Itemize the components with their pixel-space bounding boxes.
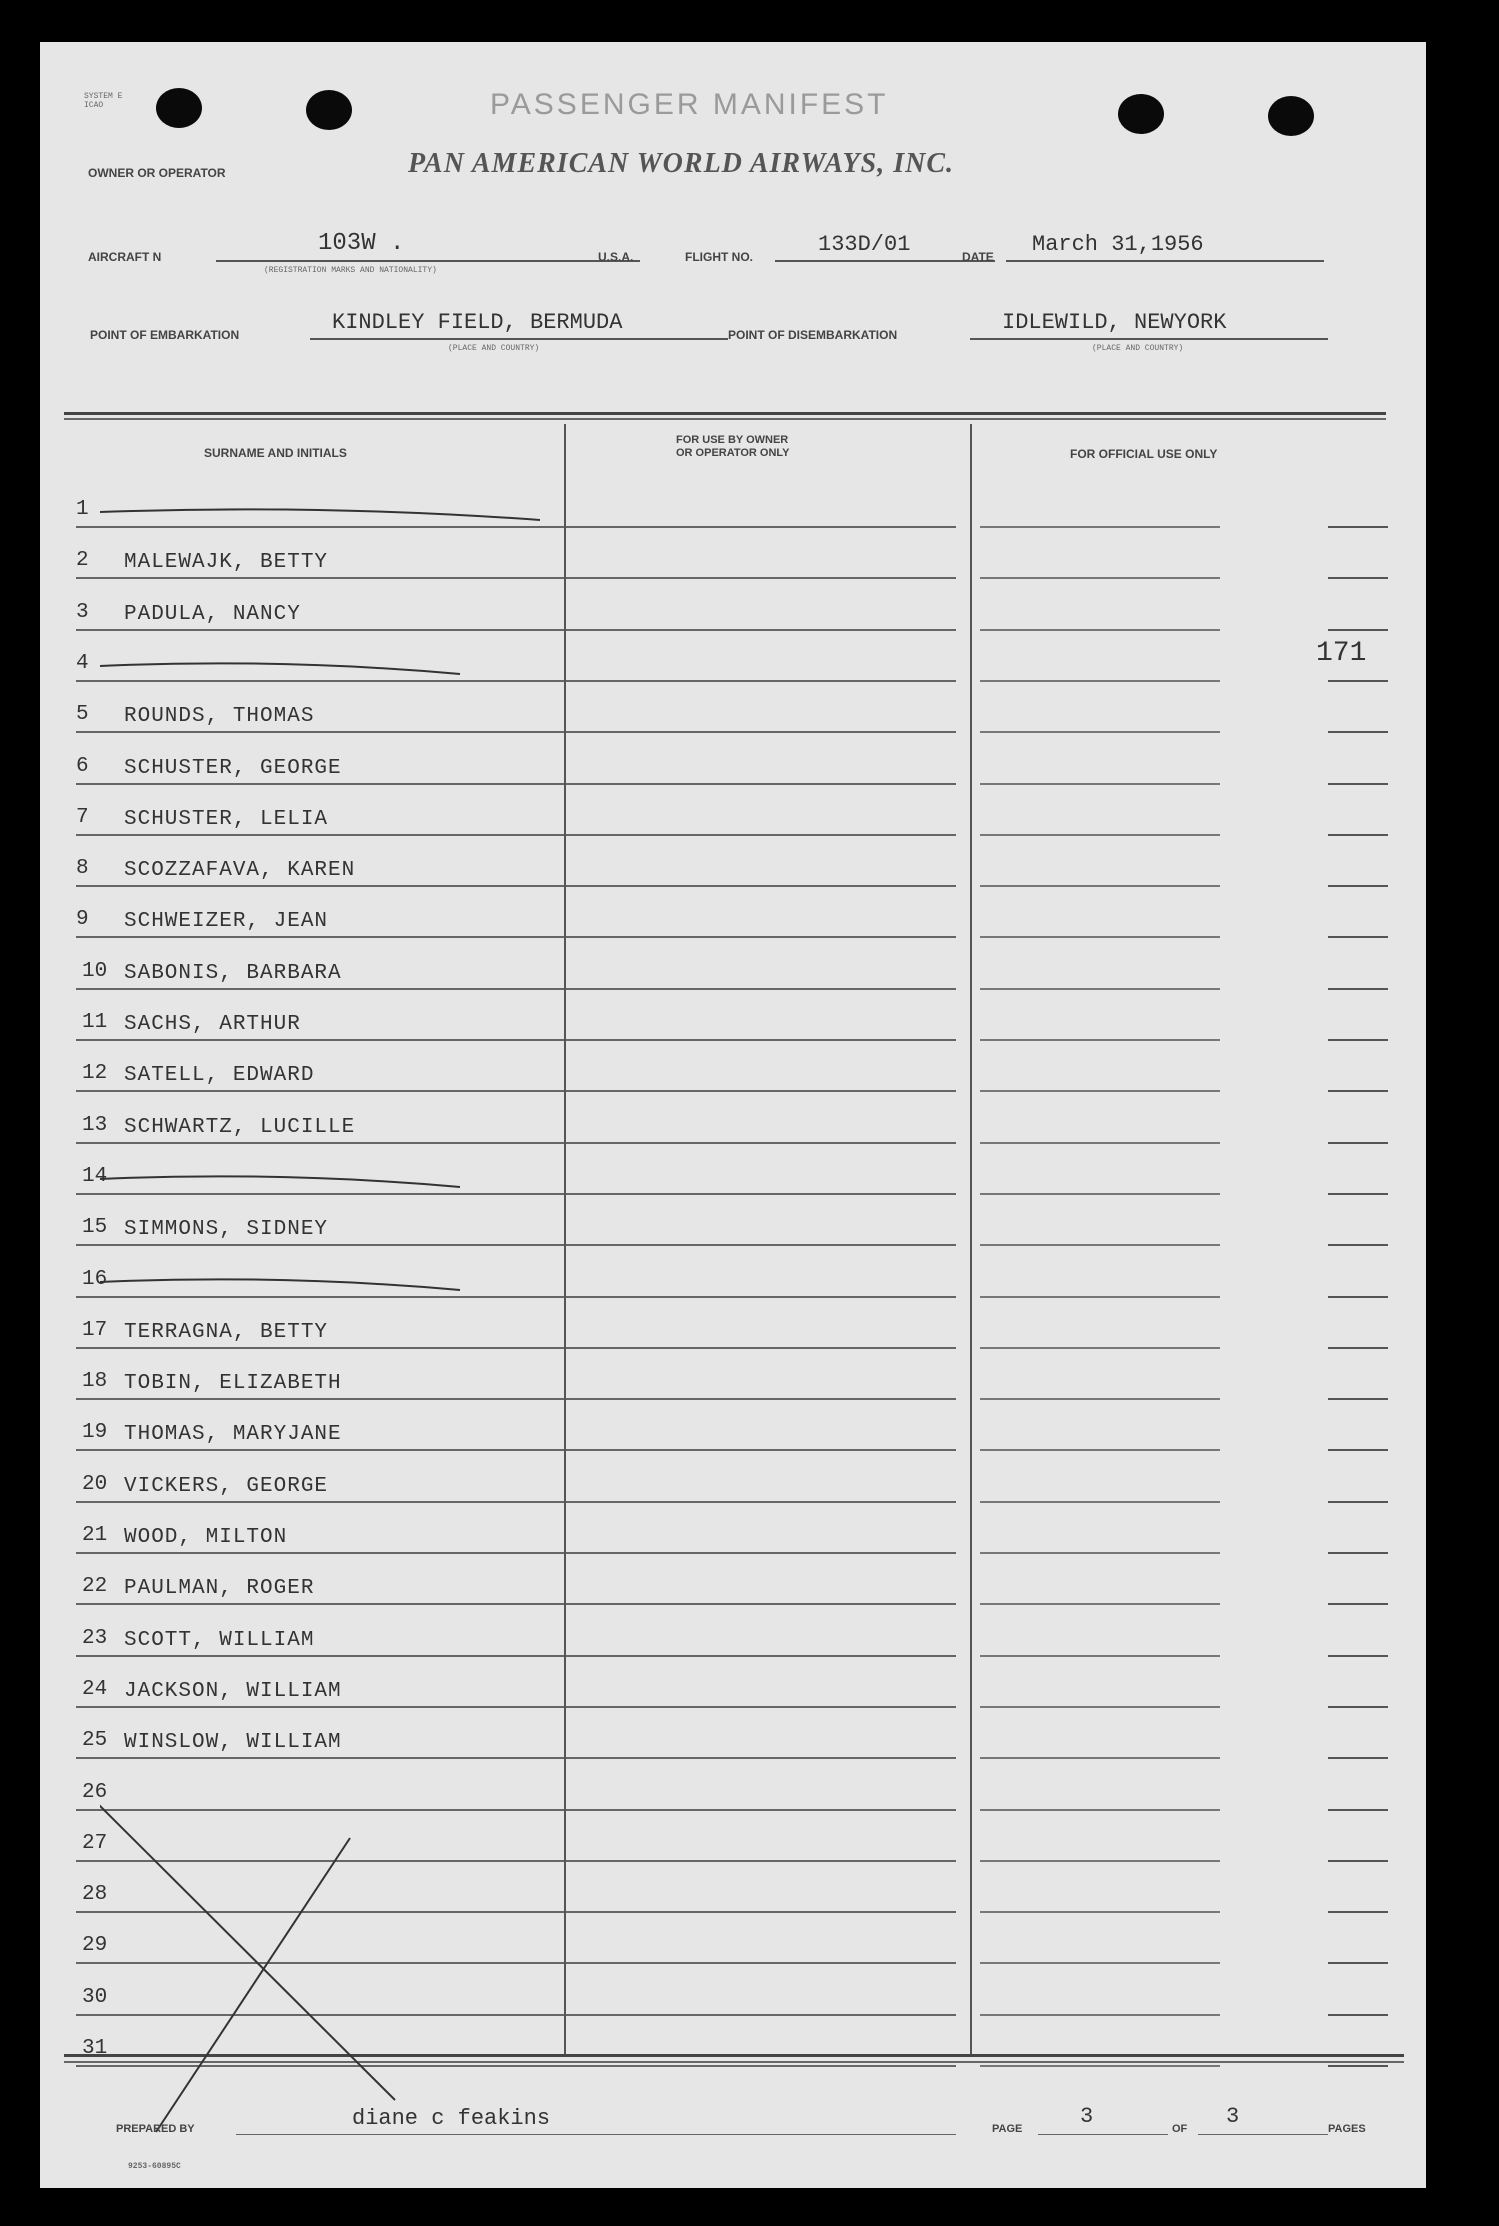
passenger-name: SACHS, ARTHUR	[124, 1013, 301, 1036]
margin-tick	[1328, 577, 1388, 579]
row-number: 25	[82, 1729, 108, 1753]
margin-tick	[1328, 1757, 1388, 1759]
margin-tick	[1328, 783, 1388, 785]
row-number: 11	[82, 1011, 108, 1034]
row-number: 14	[82, 1164, 108, 1188]
margin-tick	[1328, 936, 1388, 938]
official-rule	[980, 1655, 1220, 1657]
punch-hole	[1118, 94, 1164, 134]
owner-label: OWNER OR OPERATOR	[88, 166, 226, 180]
row-number: 31	[82, 2037, 108, 2060]
row-number: 28	[82, 1883, 108, 1907]
official-rule	[980, 1449, 1220, 1451]
margin-tick	[1328, 1962, 1388, 1964]
official-rule	[980, 1142, 1220, 1144]
passenger-name: SCOTT, WILLIAM	[124, 1628, 315, 1652]
passenger-name: SABONIS, BARBARA	[124, 961, 342, 985]
page-title: PASSENGER MANIFEST	[490, 88, 889, 121]
passenger-name: SCHUSTER, GEORGE	[124, 756, 342, 780]
official-rule	[980, 834, 1220, 836]
margin-tick	[1328, 680, 1388, 682]
embarkation-label: POINT OF EMBARKATION	[90, 328, 240, 342]
margin-tick	[1328, 526, 1388, 528]
passenger-name: VICKERS, GEORGE	[124, 1474, 329, 1498]
margin-tick	[1328, 1809, 1388, 1811]
row-number: 13	[82, 1113, 108, 1137]
official-rule	[980, 936, 1220, 938]
flight-value: 133D/01	[818, 232, 911, 257]
row-number: 1	[76, 498, 89, 521]
row-rule	[76, 1347, 956, 1349]
margin-tick	[1328, 1244, 1388, 1246]
row-number: 24	[82, 1677, 108, 1701]
official-rule	[980, 885, 1220, 887]
passenger-name: SCHWEIZER, JEAN	[124, 910, 329, 934]
row-rule	[76, 988, 956, 990]
official-rule	[980, 1296, 1220, 1298]
pages-label: PAGES	[1328, 2123, 1366, 2135]
row-number: 6	[76, 754, 89, 778]
embarkation-underline	[310, 338, 728, 340]
passenger-name: SATELL, EDWARD	[124, 1064, 315, 1088]
date-label: DATE	[962, 250, 994, 264]
official-rule	[980, 1552, 1220, 1554]
disembarkation-value: IDLEWILD, NEWYORK	[1002, 310, 1227, 335]
official-rule	[980, 526, 1220, 528]
row-number: 29	[82, 1934, 108, 1958]
row-rule	[76, 1603, 956, 1605]
row-number: 3	[76, 600, 89, 624]
row-number: 23	[82, 1626, 108, 1650]
passenger-name: PAULMAN, ROGER	[124, 1577, 315, 1601]
row-number: 8	[76, 857, 89, 881]
row-number: 4	[76, 651, 89, 675]
passenger-name: JACKSON, WILLIAM	[124, 1679, 342, 1703]
official-rule	[980, 577, 1220, 579]
margin-tick	[1328, 1552, 1388, 1554]
punch-hole	[306, 90, 352, 130]
embarkation-value: KINDLEY FIELD, BERMUDA	[332, 310, 623, 335]
date-value: March 31,1956	[1032, 232, 1204, 257]
strike-line	[100, 498, 560, 528]
passenger-name: MALEWAJK, BETTY	[124, 551, 329, 575]
official-rule	[980, 1809, 1220, 1811]
passenger-name: SCHWARTZ, LUCILLE	[124, 1115, 356, 1139]
corner-text: SYSTEM E ICAO	[84, 92, 123, 110]
aircraft-value: 103W .	[318, 230, 405, 257]
strike-x-mark	[100, 1742, 420, 2162]
column-header-owner-1: FOR USE BY OWNER	[676, 434, 789, 446]
row-number: 5	[76, 703, 89, 727]
margin-tick	[1328, 1501, 1388, 1503]
row-rule	[76, 1090, 956, 1092]
margin-tick	[1328, 1603, 1388, 1605]
company-name: PAN AMERICAN WORLD AIRWAYS, INC.	[408, 148, 955, 179]
passenger-name: PADULA, NANCY	[124, 602, 301, 626]
passenger-name: TERRAGNA, BETTY	[124, 1320, 329, 1344]
row-rule	[76, 1449, 956, 1451]
row-number: 21	[82, 1524, 108, 1547]
row-number: 12	[82, 1062, 108, 1086]
strike-line	[100, 1165, 560, 1195]
margin-tick	[1328, 1296, 1388, 1298]
row-rule	[76, 1039, 956, 1041]
row-number: 2	[76, 549, 89, 573]
margin-tick	[1328, 731, 1388, 733]
row-number: 22	[82, 1575, 108, 1599]
passenger-name: WOOD, MILTON	[124, 1526, 288, 1549]
passenger-name: WINSLOW, WILLIAM	[124, 1731, 342, 1755]
official-rule	[980, 1193, 1220, 1195]
usa-label: U.S.A.	[598, 250, 634, 264]
margin-tick	[1328, 2065, 1388, 2067]
margin-tick	[1328, 1090, 1388, 1092]
of-value: 3	[1226, 2104, 1240, 2129]
official-rule	[980, 783, 1220, 785]
row-number: 20	[82, 1472, 108, 1496]
row-number: 30	[82, 1985, 108, 2009]
official-rule	[980, 1860, 1220, 1862]
margin-tick	[1328, 834, 1388, 836]
page-underline	[1038, 2134, 1168, 2135]
official-rule	[980, 731, 1220, 733]
prepared-by-label: PREPARED BY	[116, 2123, 195, 2135]
official-rule	[980, 1244, 1220, 1246]
row-rule	[76, 1655, 956, 1657]
official-rule	[980, 2014, 1220, 2016]
margin-mark: 171	[1316, 638, 1367, 669]
margin-tick	[1328, 1347, 1388, 1349]
official-rule	[980, 1090, 1220, 1092]
form-number: 9253-60895C	[128, 2162, 181, 2171]
row-rule	[76, 1552, 956, 1554]
strike-line	[100, 652, 560, 682]
row-rule	[76, 629, 956, 631]
margin-tick	[1328, 629, 1388, 631]
page-label: PAGE	[992, 2123, 1023, 2135]
margin-tick	[1328, 1193, 1388, 1195]
disembarkation-underline	[970, 338, 1328, 340]
of-label: OF	[1172, 2123, 1188, 2135]
aircraft-underline	[216, 260, 640, 262]
row-rule	[76, 577, 956, 579]
row-rule	[76, 1398, 956, 1400]
margin-tick	[1328, 1398, 1388, 1400]
margin-tick	[1328, 1860, 1388, 1862]
margin-tick	[1328, 988, 1388, 990]
margin-tick	[1328, 1911, 1388, 1913]
column-header-surname: SURNAME AND INITIALS	[204, 446, 347, 460]
row-rule	[76, 1501, 956, 1503]
official-rule	[980, 1398, 1220, 1400]
passenger-name: ROUNDS, THOMAS	[124, 705, 315, 729]
passenger-name: TOBIN, ELIZABETH	[124, 1372, 342, 1396]
row-rule	[76, 936, 956, 938]
prepared-by-underline	[236, 2134, 956, 2135]
official-rule	[980, 1706, 1220, 1708]
column-divider-2	[970, 424, 972, 2056]
margin-tick	[1328, 1449, 1388, 1451]
official-rule	[980, 1757, 1220, 1759]
margin-tick	[1328, 2014, 1388, 2016]
date-underline	[1006, 260, 1324, 262]
official-rule	[980, 1501, 1220, 1503]
of-underline	[1198, 2134, 1328, 2135]
column-header-official: FOR OFFICIAL USE ONLY	[1070, 447, 1218, 461]
table-top-border	[64, 412, 1386, 420]
official-rule	[980, 680, 1220, 682]
row-number: 27	[82, 1831, 108, 1855]
row-rule	[76, 783, 956, 785]
row-number: 26	[82, 1780, 108, 1804]
passenger-name: SIMMONS, SIDNEY	[124, 1218, 329, 1242]
column-divider-1	[564, 424, 566, 2056]
row-number: 10	[82, 959, 108, 983]
row-rule	[76, 834, 956, 836]
row-rule	[76, 885, 956, 887]
disembarkation-label: POINT OF DISEMBARKATION	[728, 328, 898, 342]
punch-hole	[1268, 96, 1314, 136]
official-rule	[980, 2065, 1220, 2067]
margin-tick	[1328, 1655, 1388, 1657]
aircraft-label: AIRCRAFT N	[88, 250, 162, 264]
margin-tick	[1328, 1706, 1388, 1708]
manifest-paper	[40, 42, 1426, 2188]
row-number: 16	[82, 1267, 108, 1291]
official-rule	[980, 629, 1220, 631]
passenger-name: SCHUSTER, LELIA	[124, 807, 329, 831]
row-number: 17	[82, 1318, 108, 1342]
official-rule	[980, 1039, 1220, 1041]
row-number: 19	[82, 1421, 108, 1445]
official-rule	[980, 988, 1220, 990]
row-rule	[76, 731, 956, 733]
margin-tick	[1328, 1039, 1388, 1041]
official-rule	[980, 1962, 1220, 1964]
registration-note: (REGISTRATION MARKS AND NATIONALITY)	[264, 266, 437, 275]
row-number: 9	[76, 908, 89, 932]
prepared-by-value: diane c feakins	[352, 2106, 551, 2131]
flight-label: FLIGHT NO.	[685, 250, 753, 264]
strike-line	[100, 1268, 560, 1298]
place-note-embark: (PLACE AND COUNTRY)	[448, 344, 540, 353]
page-value: 3	[1080, 2104, 1094, 2129]
passenger-name: THOMAS, MARYJANE	[124, 1423, 342, 1447]
row-rule	[76, 1706, 956, 1708]
row-rule	[76, 1142, 956, 1144]
column-header-owner-2: OR OPERATOR ONLY	[676, 447, 790, 459]
official-rule	[980, 1347, 1220, 1349]
passenger-name: SCOZZAFAVA, KAREN	[124, 859, 356, 883]
official-rule	[980, 1603, 1220, 1605]
margin-tick	[1328, 1142, 1388, 1144]
official-rule	[980, 1911, 1220, 1913]
margin-tick	[1328, 885, 1388, 887]
row-number: 18	[82, 1370, 108, 1394]
row-rule	[76, 1244, 956, 1246]
row-number: 15	[82, 1216, 108, 1240]
place-note-disembark: (PLACE AND COUNTRY)	[1092, 344, 1184, 353]
row-number: 7	[76, 805, 89, 829]
